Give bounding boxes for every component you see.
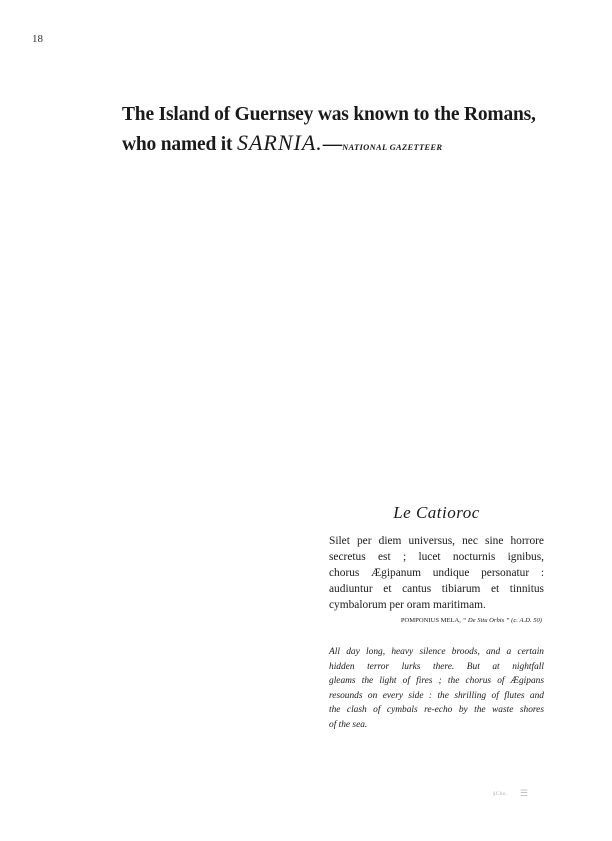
latin-line: audiuntur et cantus tibiarum et tinnitus [329, 583, 544, 595]
poem-block [329, 503, 544, 732]
translation-line: of the sea. [329, 719, 368, 730]
headline-prefix: who named it [122, 134, 237, 155]
latin-line: chorus Ægipanum undique personatur : [329, 567, 544, 579]
source-work: “ De Situ Orbis ” [462, 617, 510, 624]
source-citation [329, 616, 544, 626]
source-date: (c. A.D. 50) [509, 617, 542, 624]
poem-title: Le Catioroc [393, 503, 480, 522]
ornament-icon: ☰ [520, 788, 529, 798]
latin-line: Silet per diem universus, nec sine horrore [329, 535, 544, 547]
headline-line-1: The Island of Guernsey was known to the Romans, [122, 104, 536, 125]
headline-line-2 [122, 129, 542, 161]
latin-line: cymbalorum per oram maritimam. [329, 599, 486, 611]
headline-dash: — [322, 134, 343, 155]
translation-line: the clash of cymbals re-echo by the waste shores [329, 705, 544, 715]
source-author: POMPONIUS MELA, [400, 617, 463, 624]
sarnia-name: SARNIA. [236, 130, 323, 155]
translation-line: resounds on every side : the shrilling of flutes and [329, 690, 544, 701]
translation-line: hidden terror lurks there. But at nightfall [329, 661, 544, 672]
latin-line: secretus est ; lucet nocturnis ignibus, [329, 551, 544, 563]
translation-line: All day long, heavy silence broods, and a certain [329, 647, 544, 657]
printer-mark: §Cho. [493, 792, 508, 797]
translation [329, 645, 544, 732]
latin-text [329, 533, 544, 613]
headline [122, 101, 542, 161]
headline-attribution: NATIONAL GAZETTEER [342, 142, 443, 152]
page-number: 18 [32, 33, 43, 45]
translation-line: gleams the light of fires ; the chorus of Ægipans [329, 676, 544, 686]
